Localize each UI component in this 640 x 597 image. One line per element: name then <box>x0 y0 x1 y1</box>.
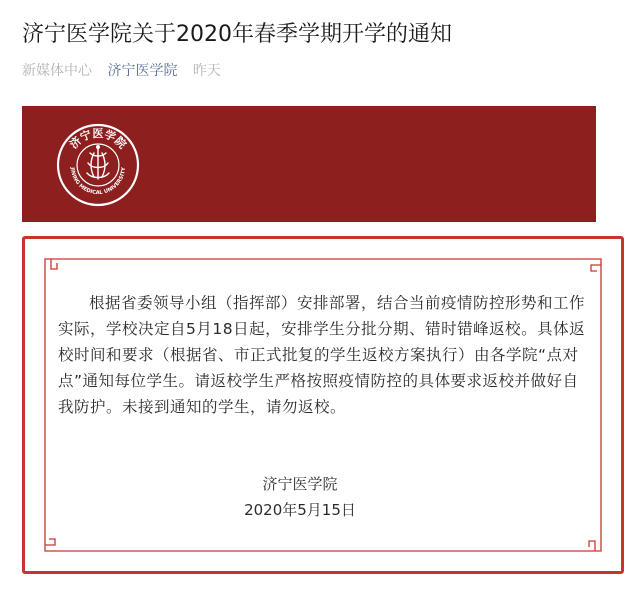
university-seal-icon <box>56 123 140 207</box>
signature-date: 2020年5月15日 <box>244 501 356 519</box>
notice-body: 根据省委领导小组（指挥部）安排部署，结合当前疫情防控形势和工作实际，学校决定自5月18日起，安排学生分批分期、错时错峰返校。具体返校时间和要求（根据省、市正式批复的学生返校方案执行）由各学院“点对点”通知每位学生。请返校学生严格按照疫情防控的具体要求返校并做好自我防护。未接到通知的学生，请勿返校。 <box>58 294 586 416</box>
article-title: 济宁医学院关于2020年春季学期开学的通知 <box>22 22 452 47</box>
publish-time: 昨天 <box>192 63 221 79</box>
signature-organization: 济宁医学院 <box>262 475 338 493</box>
article-meta <box>22 61 232 81</box>
account-name-link[interactable]: 济宁医学院 <box>107 63 178 79</box>
header-banner <box>22 106 596 222</box>
article-author: 新媒体中心 <box>22 63 92 79</box>
seal-top-text: 济宁医学院 <box>67 127 129 152</box>
seal-bottom-text: JINING MEDICAL UNIVERSITY <box>68 167 128 197</box>
